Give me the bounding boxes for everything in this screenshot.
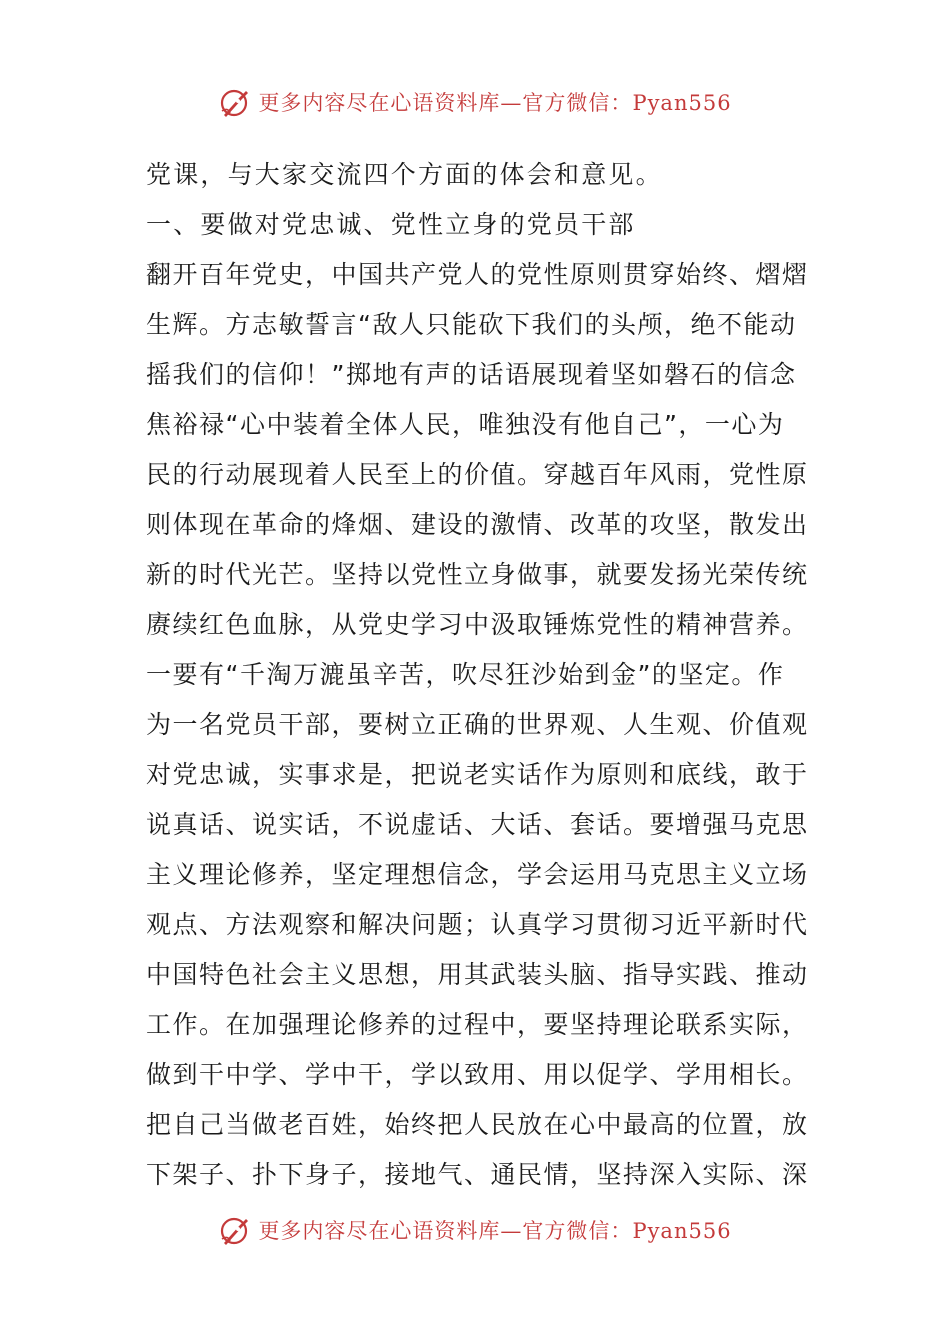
text-line: 为一名党员干部，要树立正确的世界观、人生观、价值观: [146, 710, 809, 739]
text-line: 观点、方法观察和解决问题；认真学习贯彻习近平新时代: [146, 910, 809, 939]
text-line: 翻开百年党史，中国共产党人的党性原则贯穿始终、熠熠: [146, 260, 809, 289]
wechat-id: Pyan556: [632, 1219, 732, 1243]
section-heading: 一、要做对党忠诚、党性立身的党员干部: [146, 210, 636, 239]
text-line: 民的行动展现着人民至上的价值。穿越百年风雨，党性原: [146, 460, 809, 489]
document-body: [146, 150, 811, 1200]
watermark-text: [258, 87, 731, 117]
text-line: 做到干中学、学中干，学以致用、用以促学、学用相长。: [146, 1060, 809, 1089]
text-line: 说真话、说实话，不说虚话、大话、套话。要增强马克思: [146, 810, 809, 839]
wechat-id: Pyan556: [632, 91, 732, 115]
text-line: 则体现在革命的烽烟、建设的激情、改革的攻坚，散发出: [146, 510, 809, 539]
text-line: 工作。在加强理论修养的过程中，要坚持理论联系实际，: [146, 1010, 809, 1039]
pen-nib-logo-icon: [218, 1213, 252, 1247]
text-line: 赓续红色血脉，从党史学习中汲取锤炼党性的精神营养。: [146, 610, 809, 639]
header-watermark: [0, 82, 950, 122]
text-line: 对党忠诚，实事求是，把说老实话作为原则和底线，敢于: [146, 760, 809, 789]
text-line: 中国特色社会主义思想，用其武装头脑、指导实践、推动: [146, 960, 809, 989]
watermark-label: 更多内容尽在心语资料库—官方微信：: [258, 91, 633, 115]
text-line: 摇我们的信仰！”掷地有声的话语展现着坚如磐石的信念: [146, 360, 797, 389]
text-line: 一要有“千淘万漉虽辛苦，吹尽狂沙始到金”的坚定。作: [146, 660, 785, 689]
pen-nib-logo-icon: [218, 85, 252, 119]
watermark-text: [258, 1215, 731, 1245]
text-line: 主义理论修养，坚定理想信念，学会运用马克思主义立场: [146, 860, 809, 889]
text-line: 党课，与大家交流四个方面的体会和意见。: [146, 160, 663, 189]
text-line: 把自己当做老百姓，始终把人民放在心中最高的位置，放: [146, 1110, 809, 1139]
text-line: 新的时代光芒。坚持以党性立身做事，就要发扬光荣传统: [146, 560, 809, 589]
text-line: 下架子、扑下身子，接地气、通民情，坚持深入实际、深: [146, 1160, 809, 1189]
watermark-label: 更多内容尽在心语资料库—官方微信：: [258, 1219, 633, 1243]
text-line: 生辉。方志敏誓言“敌人只能砍下我们的头颅，绝不能动: [146, 310, 797, 339]
text-line: 焦裕禄“心中装着全体人民，唯独没有他自己”，一心为: [146, 410, 785, 439]
footer-watermark: [0, 1210, 950, 1250]
